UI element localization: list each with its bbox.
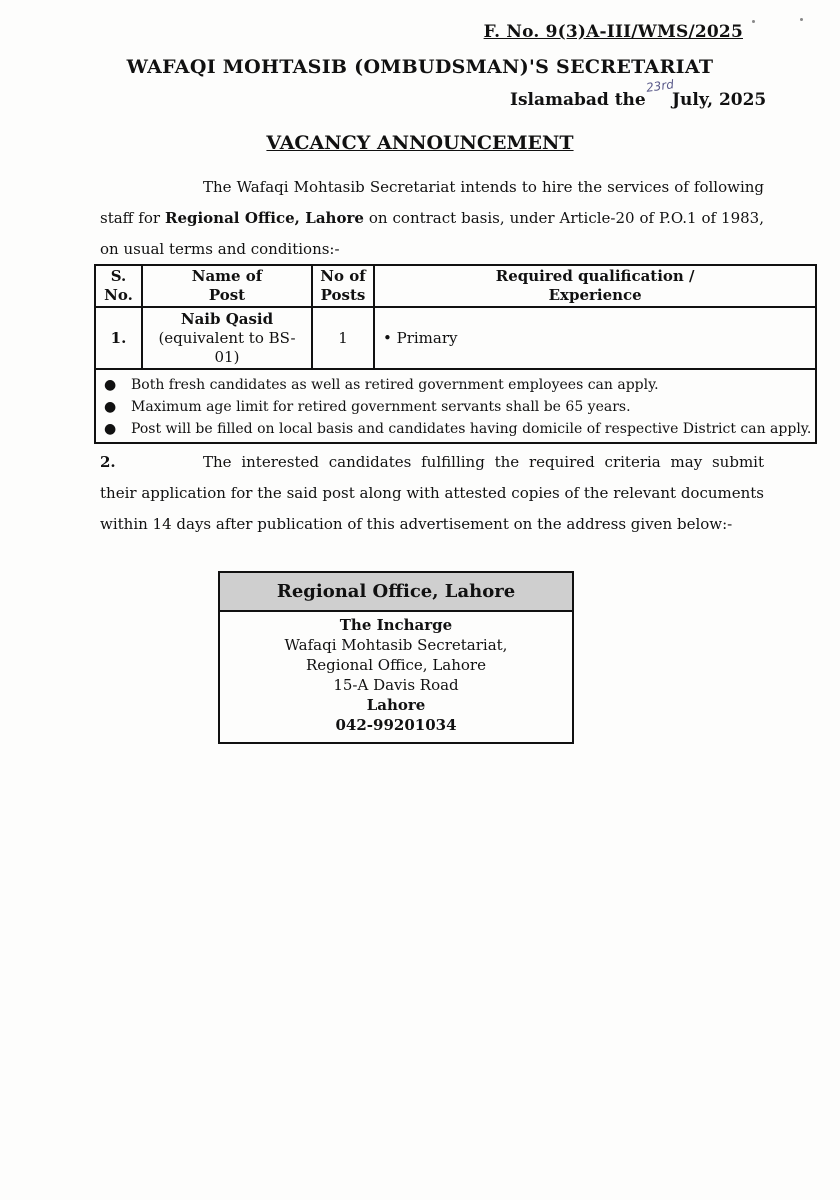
post-title: Naib Qasid [180,309,274,328]
table-header-row [95,265,816,307]
intro-text-end: on contract basis, under Article-20 of P.O.1 of 1983, on usual terms and conditions:- [100,209,764,258]
address-line-3: 15-A Davis Road [333,676,459,694]
bullet-icon: ● [104,421,117,437]
address-incharge: The Incharge [339,616,453,634]
bullet-icon: ● [104,377,117,393]
post-equivalent: (equivalent to BS-01) [158,328,296,366]
cell-no-of-posts: 1 [312,307,374,369]
application-paragraph [100,447,764,540]
application-text: The interested candidates fulfilling the required criteria may submit their application for the said post along with attested copies of the relevant documents within 14 days after publication of this advertisement on the address given below:- [100,453,764,533]
cell-post-name [142,307,312,369]
list-item: ● Post will be filled on local basis and candidates having domicile of respective District can apply. [100,418,811,440]
bullet-icon: ● [104,399,117,415]
page-title: VACANCY ANNOUNCEMENT [266,132,574,154]
date-month-year: July, 2025 [672,90,767,110]
notes-cell [95,369,816,443]
list-item: ● Both fresh candidates as well as retired government employees can apply. [100,374,811,396]
place-label: Islamabad the [510,90,646,110]
address-box [218,571,574,744]
list-item: ● Maximum age limit for retired government servants shall be 65 years. [100,396,811,418]
intro-text-start: The Wafaqi Mohtasib Secretariat intends to hire the services of following staff for [100,178,764,227]
table-row [95,307,816,369]
header-post-name: Name of Post [142,265,312,307]
cell-qualification: • Primary [374,307,816,369]
paragraph-number: 2. [100,453,116,471]
handwritten-date: 23rd [645,77,675,95]
file-number: F. No. 9(3)A-III/WMS/2025 [483,22,743,42]
address-line-2: Regional Office, Lahore [306,656,486,674]
header-sno: S. No. [95,265,142,307]
scan-speck [800,18,803,21]
address-phone: 042-99201034 [335,716,457,734]
header-qualification: Required qualification / Experience [374,265,816,307]
scan-speck [752,20,755,23]
intro-office: Regional Office, Lahore [164,209,364,227]
address-title: Regional Office, Lahore [220,573,572,612]
header-no-of-posts: No of Posts [312,265,374,307]
intro-paragraph [100,172,764,265]
vacancy-table [94,264,817,444]
address-line-1: Wafaqi Mohtasib Secretariat, [284,636,508,654]
notes-row [95,369,816,443]
cell-sno: 1. [95,307,142,369]
address-city: Lahore [366,696,426,714]
organization-title: WAFAQI MOHTASIB (OMBUDSMAN)'S SECRETARIAT [126,56,714,78]
bullet-icon: • [383,328,397,347]
address-body [220,612,572,742]
